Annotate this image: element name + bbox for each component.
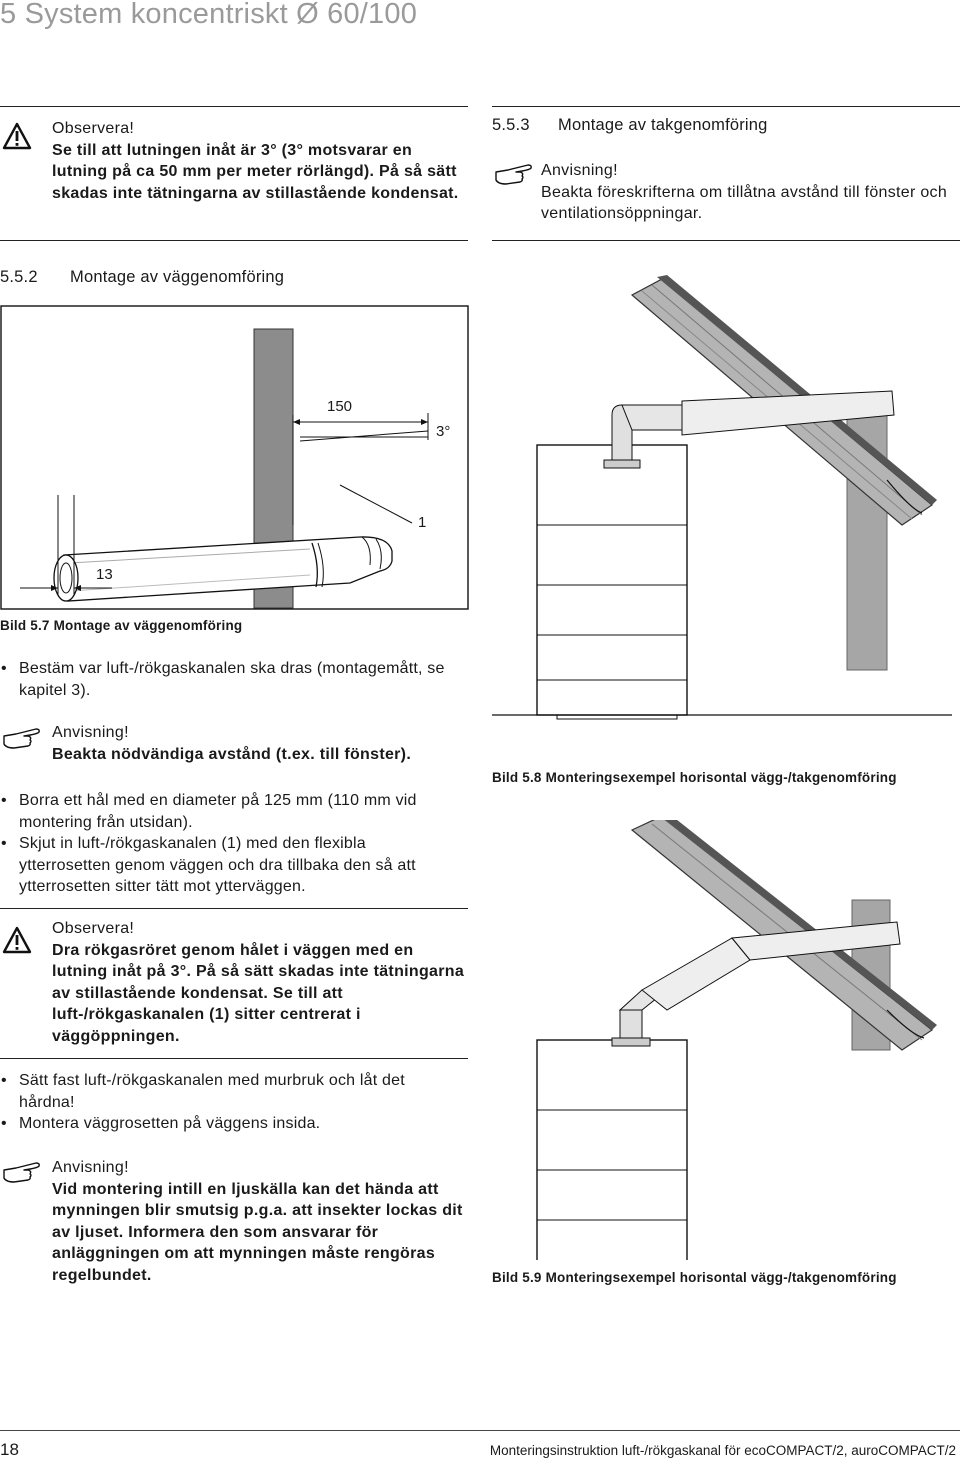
pointing-hand-icon	[2, 1160, 42, 1184]
list-item: • Borra ett hål med en diameter på 125 mm (110 mm vid montering från utsidan).	[0, 790, 460, 833]
figure-caption	[0, 618, 242, 633]
warning-text: Se till att lutningen inåt är 3° (3° motsvarar en lutning på ca 50 mm per meter rörlängd). På så sätt skadas inte tätningarna av stillastående kondensat.	[52, 141, 459, 202]
section-title: Montage av takgenomföring	[558, 116, 768, 134]
warning-note	[52, 918, 472, 1047]
footer-text: Monteringsinstruktion luft-/rökgaskanal för ecoCOMPACT/2, auroCOMPACT/2	[489, 1443, 956, 1458]
note-text: Beakta nödvändiga avstånd (t.ex. till fönster).	[52, 745, 412, 763]
figure-roof-penetration-1	[492, 275, 960, 725]
note-heading: Anvisning!	[52, 724, 129, 741]
note-text: Vid montering intill en ljuskälla kan det hända att mynningen blir smutsig p.g.a. att insekter lockas dit av ljuset. Informera den som ansvarar för anläggningen om att mynningen måste rengöras regelbundet.	[52, 1180, 463, 1284]
section-heading	[0, 268, 284, 287]
figure-caption-text: Monteringsexempel horisontal vägg-/takgenomföring	[545, 770, 897, 785]
figure-caption-text: Monteringsexempel horisontal vägg-/takgenomföring	[545, 1270, 897, 1285]
section-number: 5.5.3	[492, 116, 530, 134]
figure-roof-penetration-2	[492, 820, 960, 1260]
pointing-hand-icon	[2, 726, 42, 750]
pointing-hand-icon	[494, 162, 534, 186]
page-number: 18	[0, 1440, 19, 1459]
instruction-note	[52, 1157, 472, 1286]
figure-caption	[492, 770, 897, 785]
figure-caption-text: Montage av väggenomföring	[53, 618, 243, 633]
section-title: Montage av väggenomföring	[70, 268, 285, 286]
rule	[492, 240, 960, 241]
rule	[492, 106, 960, 107]
list-item: • Sätt fast luft-/rökgaskanalen med murbruk och låt det hårdna!	[0, 1070, 460, 1113]
rule	[0, 106, 468, 107]
warning-icon	[2, 926, 32, 954]
part-label-1: 1	[418, 514, 427, 531]
figure-number: Bild 5.9	[492, 1270, 542, 1285]
list-item: • Montera väggrosetten på väggens insida.	[0, 1113, 460, 1135]
angle-label: 3°	[436, 423, 451, 440]
figure-wall-penetration	[0, 305, 470, 611]
dimension-label-13: 13	[96, 566, 113, 583]
warning-heading: Observera!	[52, 120, 135, 137]
warning-heading: Observera!	[52, 920, 135, 937]
footer-rule	[0, 1430, 960, 1431]
bullet-list	[0, 1070, 460, 1135]
note-heading: Anvisning!	[541, 162, 618, 179]
chapter-title: 5 System koncentriskt Ø 60/100	[0, 0, 418, 30]
rule	[0, 240, 468, 241]
warning-text: Dra rökgasröret genom hålet i väggen med en lutning inåt på 3°. På så sätt skadas inte tätningarna av stillastående kondensat. Se till att luft-/rökgaskanalen (1) sitter centrerat i väggöppningen.	[52, 941, 465, 1045]
instruction-note	[541, 160, 951, 225]
note-heading: Anvisning!	[52, 1159, 129, 1176]
section-heading	[492, 116, 768, 135]
note-text: Beakta föreskrifterna om tillåtna avstånd till fönster och ventilationsöppningar.	[541, 183, 948, 222]
dimension-label-150: 150	[327, 398, 353, 415]
rule	[0, 1058, 468, 1059]
figure-number: Bild 5.8	[492, 770, 542, 785]
bullet-list	[0, 658, 460, 701]
figure-number: Bild 5.7	[0, 618, 50, 633]
figure-caption	[492, 1270, 897, 1285]
instruction-note	[52, 722, 472, 765]
warning-note	[52, 118, 472, 204]
warning-icon	[2, 122, 32, 150]
rule	[0, 908, 468, 909]
section-number: 5.5.2	[0, 268, 38, 286]
list-item: • Bestäm var luft-/rökgaskanalen ska dras (montagemått, se kapitel 3).	[0, 658, 460, 701]
list-item: • Skjut in luft-/rökgaskanalen (1) med den flexibla ytterrosetten genom väggen och dra tillbaka den så att ytterrosetten sitter tätt mot ytterväggen.	[0, 833, 460, 898]
bullet-list	[0, 790, 460, 898]
